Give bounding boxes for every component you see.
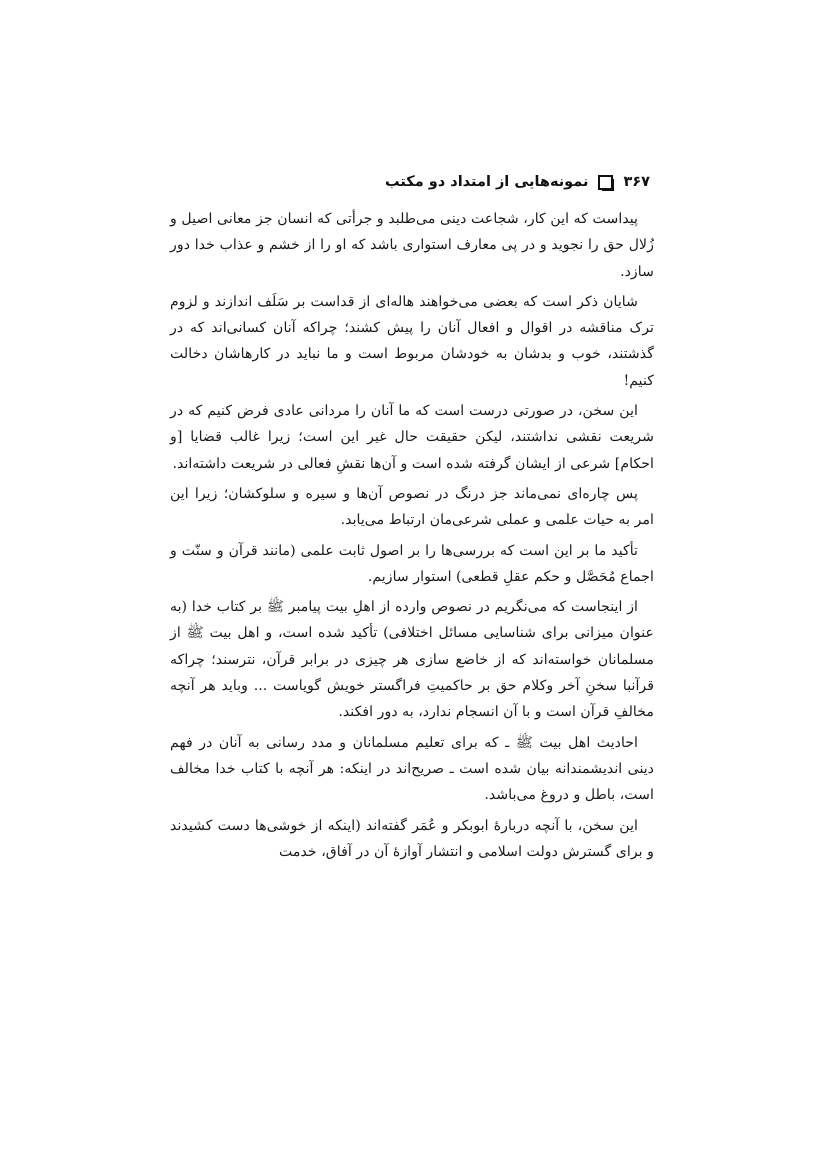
paragraph: شایان ذکر است که بعضی می‌خواهند هاله‌ای از قداست بر سَلَف اندازند و لزوم ترک مناقشه در اقوال و افعال آنان را پیش کشند؛ چراکه آنان کسانی‌اند که در گذشتند، خوب و بدشان به خودشان مربوط است و ما نباید در کارهاشان دخالت کنیم!	[170, 293, 654, 389]
paragraph: پیداست که این کار، شجاعت دینی می‌طلبد و جرأتی که انسان جز معانی اصیل و زُلال حق را نجوید و در پی معارف استواری باشد که او را از خشم و عذاب خدا دور سازد.	[170, 211, 654, 280]
running-header	[170, 168, 654, 196]
header-square-icon	[598, 175, 613, 190]
paragraph: این سخن، در صورتی درست است که ما آنان را مردانی عادی فرض کنیم که در شریعت نقشی نداشتند، لیکن حقیقت حال غیر این است؛ زیرا غالب قضایا [و احکام] شرعی از ایشان گرفته شده است و آن‌ها نقشِ فعالی در شریعت داشته‌اند.	[170, 403, 654, 472]
paragraph: احادیث اهل بیت ﷺ ـ که برای تعلیم مسلمانان و مدد رسانی به آنان در فهم دینی اندیشمندانه بیان شده است ـ صریح‌اند در اینکه: هر آنچه با کتاب خدا مخالف است، باطل و دروغ می‌باشد.	[170, 734, 654, 804]
paragraph: از اینجاست که می‌نگریم در نصوص وارده از اهلِ بیت پیامبر ﷺ بر کتاب خدا (به عنوان میزانی برای شناسایی مسائل اختلافی) تأکید شده است، و اهل بیت ﷺ از مسلمانان خواسته‌اند که از خاضع سازی هر چیزی در برابر قرآن، نترسند؛ چراکه قرآنبا سخنِ آخر وکلام حق بر حاکمیتِ فراگستر خویش گویاست ... وباید هر آنچه مخالفِ قرآن است و با آن انسجام ندارد، به دور افکند.	[170, 599, 654, 721]
running-header-title: نمونه‌هایی از امتداد دو مکتب	[385, 174, 589, 190]
paragraph: تأکید ما بر این است که بررسی‌ها را بر اصول ثابت علمی (مانند قرآن و سنّت و اجماع مُحَصَّل و حکم عقلِ قطعی) استوار سازیم.	[170, 542, 654, 585]
paragraph: این سخن، با آنچه دربارهٔ ابوبکر و عُمَر گفته‌اند (اینکه از خوشی‌ها دست کشیدند و برای گسترش دولت اسلامی و انتشار آوازهٔ آن در آفاق، خدمت	[170, 817, 654, 860]
page-number: ۳۶۷	[623, 174, 650, 190]
body-text	[170, 206, 654, 865]
paragraph: پس چاره‌ای نمی‌ماند جز درنگ در نصوص آن‌ها و سیره و سلوکشان؛ زیرا این امر به حیات علمی و عملی شرعی‌مان ارتباط می‌یابد.	[170, 485, 654, 529]
